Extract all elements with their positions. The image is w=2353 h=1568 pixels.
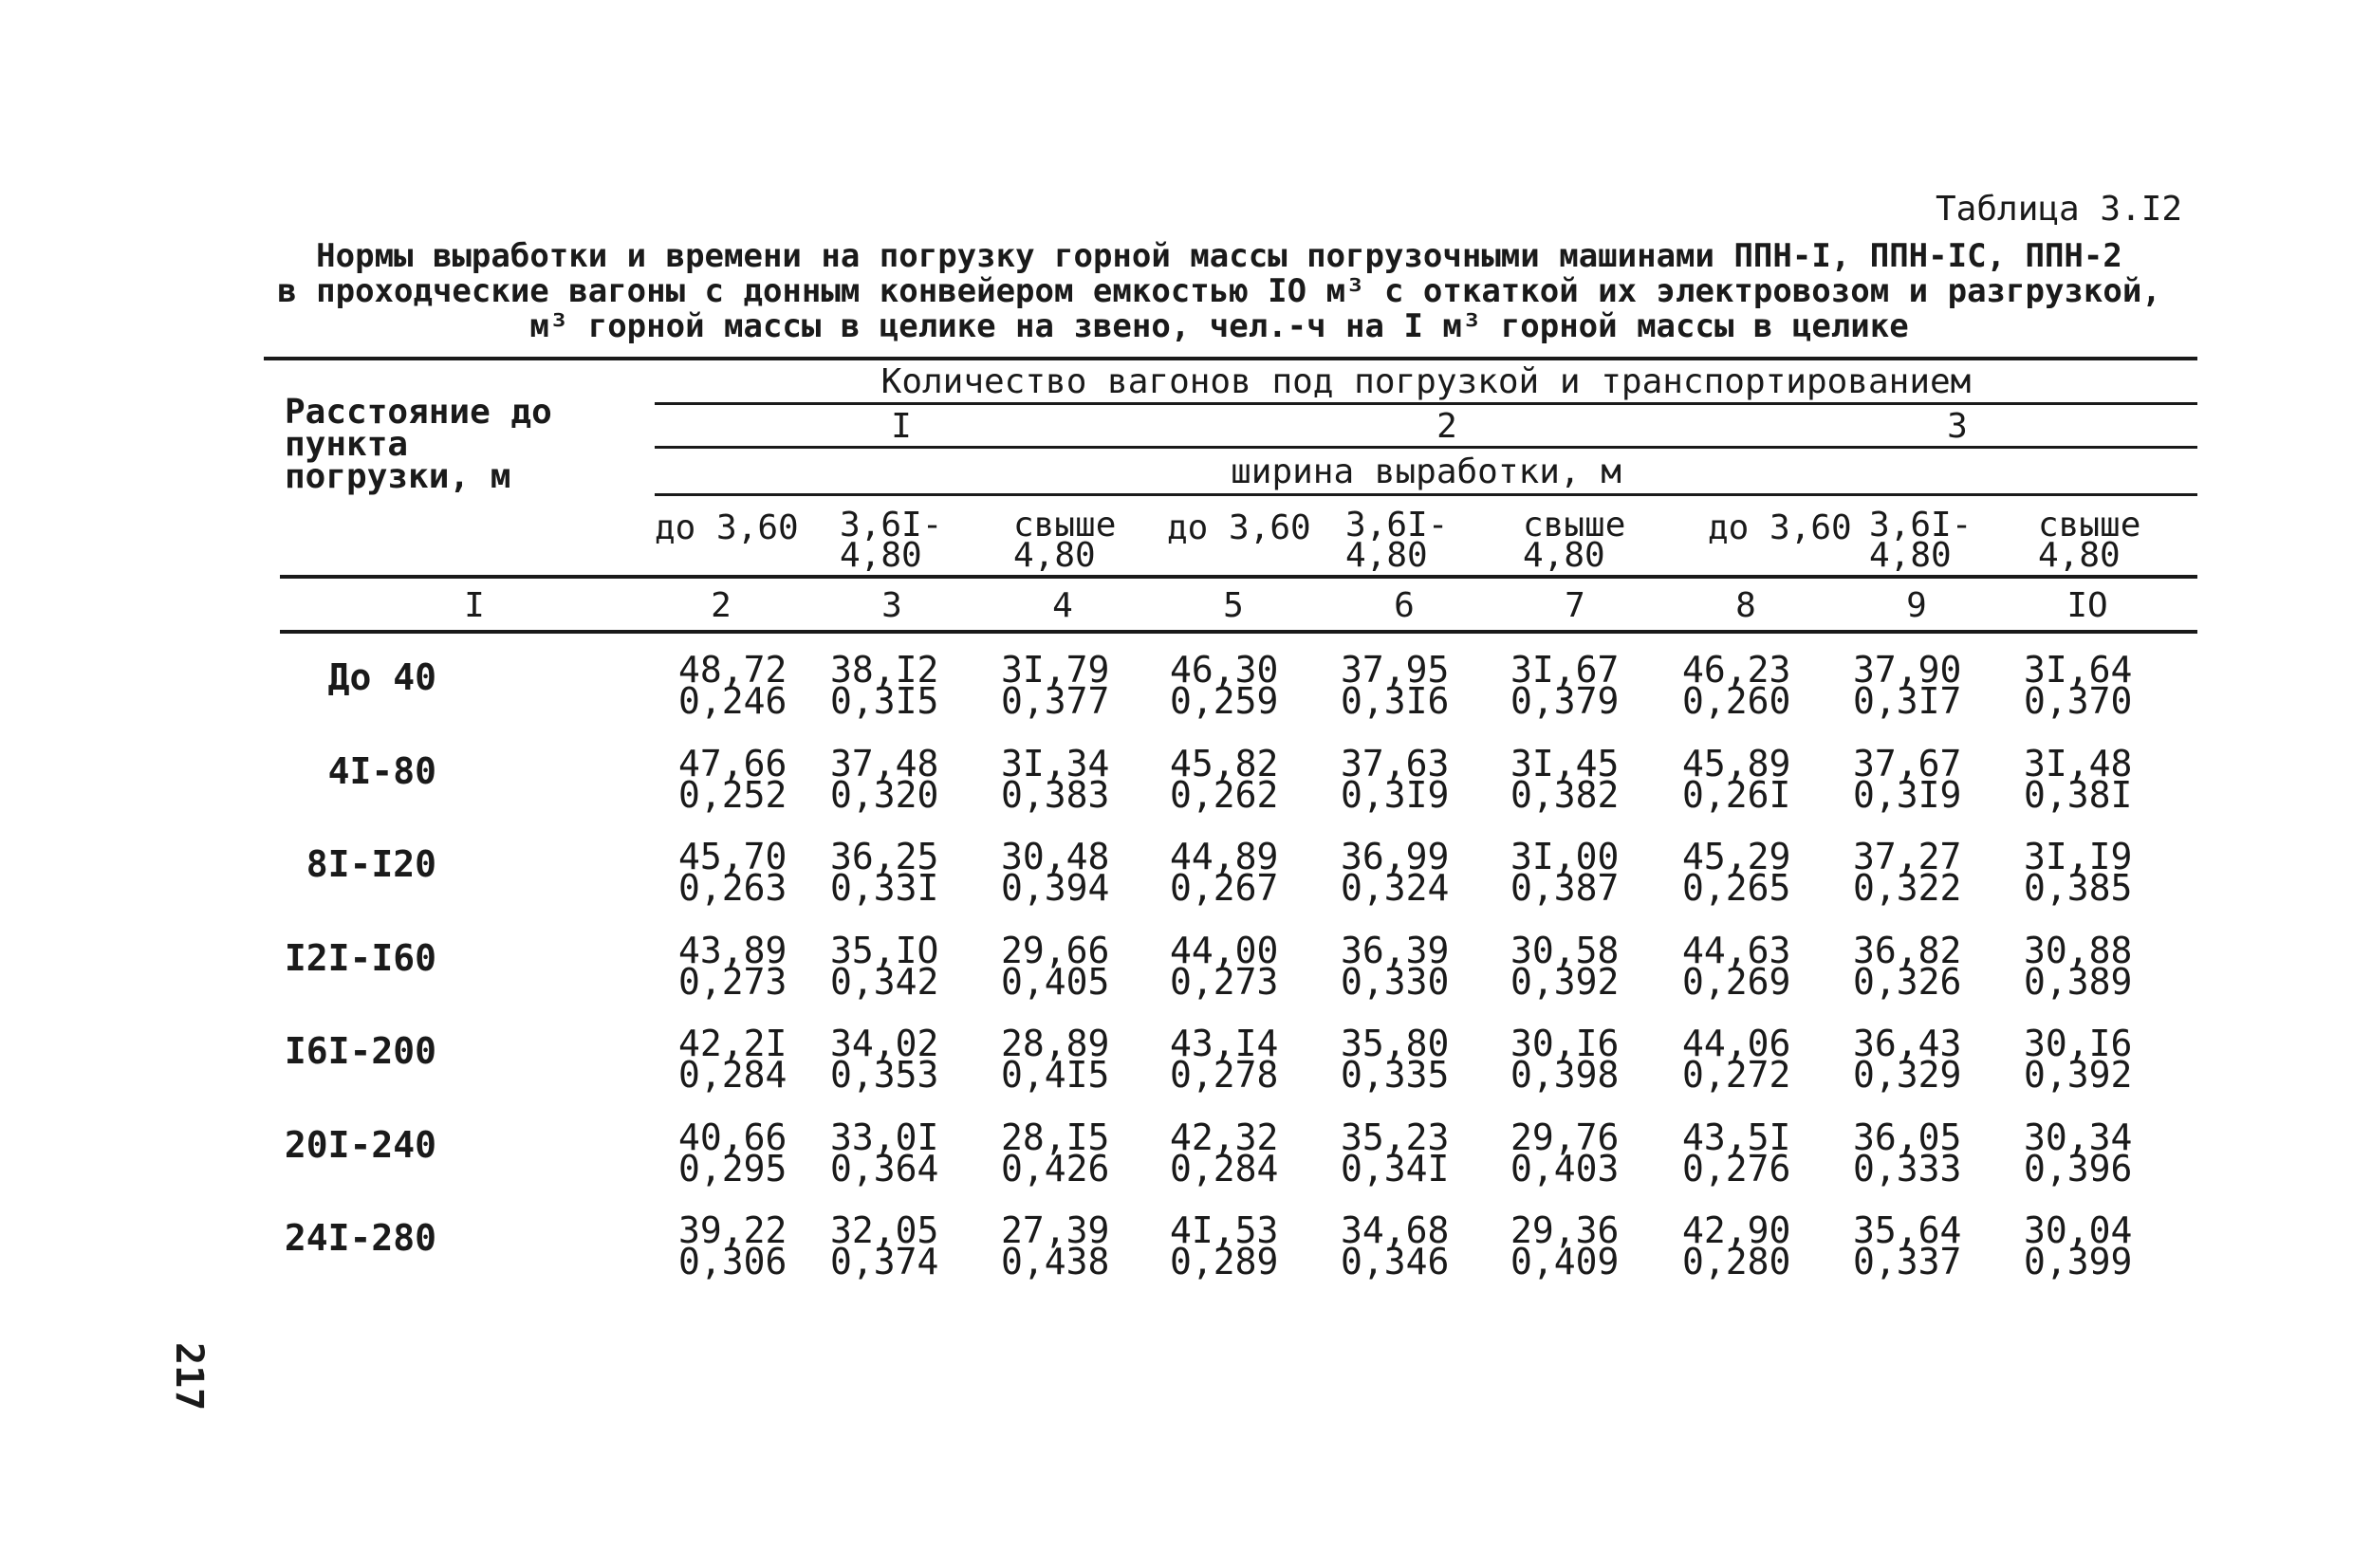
time-rate: 0,392 xyxy=(1510,960,1620,1003)
output-rate: 3I,79 xyxy=(1001,649,1110,691)
wagon-3: 3 xyxy=(1947,407,1968,446)
width-w1-b: 3,6I-4,80 xyxy=(840,506,943,575)
row-label: До 40 xyxy=(327,656,436,698)
table-cell xyxy=(1170,929,1279,1003)
table-cell xyxy=(678,836,787,909)
table-cell xyxy=(1170,1209,1279,1282)
table-cell xyxy=(1682,836,1791,909)
column-number-4: 4 xyxy=(1052,586,1073,625)
table-cell xyxy=(2024,649,2133,722)
time-rate: 0,394 xyxy=(1001,867,1110,909)
output-rate: 37,95 xyxy=(1341,649,1450,691)
header-bottom-rule xyxy=(280,575,2197,579)
table-cell xyxy=(1001,929,1110,1003)
group-header: Количество вагонов под погрузкой и транспортированием xyxy=(880,362,1972,401)
row-label: 8I-I20 xyxy=(306,843,436,885)
time-rate: 0,284 xyxy=(1170,1147,1279,1190)
row-label: 24I-280 xyxy=(284,1217,436,1259)
table-cell xyxy=(1341,836,1450,909)
time-rate: 0,278 xyxy=(1170,1054,1279,1096)
output-rate: 36,43 xyxy=(1853,1023,1962,1064)
output-rate: 29,66 xyxy=(1001,929,1110,971)
table-cell xyxy=(1510,649,1620,722)
table-cell xyxy=(1001,1116,1110,1190)
table-cell xyxy=(1510,929,1620,1003)
output-rate: 27,39 xyxy=(1001,1209,1110,1251)
table-cell xyxy=(1853,836,1962,909)
output-rate: 30,04 xyxy=(2024,1209,2133,1251)
time-rate: 0,387 xyxy=(1510,867,1620,909)
column-number-1: I xyxy=(464,586,485,625)
output-rate: 39,22 xyxy=(678,1209,787,1251)
group-rule xyxy=(655,402,2197,405)
table-cell xyxy=(1341,649,1450,722)
output-rate: 3I,I9 xyxy=(2024,836,2133,877)
table-cell xyxy=(1853,1116,1962,1190)
output-rate: 37,67 xyxy=(1853,742,1962,784)
row-label: 4I-80 xyxy=(327,749,436,792)
table-cell xyxy=(1341,1209,1450,1282)
column-number-6: 6 xyxy=(1394,586,1415,625)
output-rate: 42,2I xyxy=(678,1023,787,1064)
output-rate: 28,89 xyxy=(1001,1023,1110,1064)
time-rate: 0,398 xyxy=(1510,1054,1620,1096)
time-rate: 0,272 xyxy=(1682,1054,1791,1096)
width-w3-c: свыше 4,80 xyxy=(2038,506,2141,575)
table-cell xyxy=(1682,1116,1791,1190)
table-cell xyxy=(678,742,787,816)
output-rate: 36,25 xyxy=(830,836,939,877)
output-rate: 43,89 xyxy=(678,929,787,971)
width-w2-b: 3,6I-4,80 xyxy=(1345,506,1449,575)
time-rate: 0,273 xyxy=(1170,960,1279,1003)
time-rate: 0,392 xyxy=(2024,1054,2133,1096)
table-cell xyxy=(1510,1116,1620,1190)
output-rate: 40,66 xyxy=(678,1116,787,1158)
time-rate: 0,426 xyxy=(1001,1147,1110,1190)
time-rate: 0,330 xyxy=(1341,960,1450,1003)
time-rate: 0,267 xyxy=(1170,867,1279,909)
table-cell xyxy=(1001,649,1110,722)
time-rate: 0,370 xyxy=(2024,680,2133,722)
row-label: I2I-I60 xyxy=(284,936,436,979)
table-cell xyxy=(1853,742,1962,816)
table-cell xyxy=(830,1116,939,1190)
wagons-rule xyxy=(655,446,2197,449)
table-cell xyxy=(1170,649,1279,722)
output-rate: 44,00 xyxy=(1170,929,1279,971)
output-rate: 36,99 xyxy=(1341,836,1450,877)
table-cell xyxy=(2024,1116,2133,1190)
time-rate: 0,3I6 xyxy=(1341,680,1450,722)
output-rate: 3I,34 xyxy=(1001,742,1110,784)
table-cell xyxy=(1510,1209,1620,1282)
output-rate: 45,29 xyxy=(1682,836,1791,877)
width-w2-a: до 3,60 xyxy=(1167,508,1311,547)
table-cell xyxy=(830,1023,939,1096)
caption-line-2: в проходческие вагоны с донным конвейером емкостью IO м³ с откаткой их электровозом и разгрузкой, xyxy=(277,272,2161,310)
time-rate: 0,265 xyxy=(1682,867,1791,909)
time-rate: 0,326 xyxy=(1853,960,1962,1003)
table-cell xyxy=(2024,929,2133,1003)
time-rate: 0,409 xyxy=(1510,1241,1620,1282)
table-cell xyxy=(830,742,939,816)
time-rate: 0,346 xyxy=(1341,1241,1450,1282)
output-rate: 46,30 xyxy=(1170,649,1279,691)
table-cell xyxy=(1510,742,1620,816)
output-rate: 32,05 xyxy=(830,1209,939,1251)
column-number-8: 8 xyxy=(1735,586,1756,625)
table-cell xyxy=(678,649,787,722)
output-rate: 36,39 xyxy=(1341,929,1450,971)
table-cell xyxy=(2024,836,2133,909)
output-rate: 37,27 xyxy=(1853,836,1962,877)
time-rate: 0,3I9 xyxy=(1341,773,1450,816)
output-rate: 47,66 xyxy=(678,742,787,784)
table-cell xyxy=(2024,742,2133,816)
time-rate: 0,269 xyxy=(1682,960,1791,1003)
caption-line-1: Нормы выработки и времени на погрузку горной массы погрузочными машинами ППН-I, ППН-IС, ППН-2 xyxy=(316,237,2122,275)
width-rule xyxy=(655,493,2197,496)
output-rate: 30,I6 xyxy=(1510,1023,1620,1064)
column-number-5: 5 xyxy=(1223,586,1244,625)
time-rate: 0,385 xyxy=(2024,867,2133,909)
time-rate: 0,396 xyxy=(2024,1147,2133,1190)
table-cell xyxy=(830,929,939,1003)
time-rate: 0,329 xyxy=(1853,1054,1962,1096)
top-rule xyxy=(264,357,2197,360)
output-rate: 30,I6 xyxy=(2024,1023,2133,1064)
output-rate: 34,68 xyxy=(1341,1209,1450,1251)
width-w3-a: до 3,60 xyxy=(1708,508,1852,547)
table-cell xyxy=(2024,1209,2133,1282)
page-number: 217 xyxy=(167,1342,211,1411)
table-cell xyxy=(1170,1023,1279,1096)
width-w2-c: свыше 4,80 xyxy=(1523,506,1626,575)
time-rate: 0,33I xyxy=(830,867,939,909)
output-rate: 4I,53 xyxy=(1170,1209,1279,1251)
time-rate: 0,324 xyxy=(1341,867,1450,909)
time-rate: 0,252 xyxy=(678,773,787,816)
output-rate: 45,82 xyxy=(1170,742,1279,784)
table-cell xyxy=(1510,836,1620,909)
output-rate: 36,05 xyxy=(1853,1116,1962,1158)
time-rate: 0,405 xyxy=(1001,960,1110,1003)
output-rate: 42,32 xyxy=(1170,1116,1279,1158)
output-rate: 3I,45 xyxy=(1510,742,1620,784)
column-number-7: 7 xyxy=(1565,586,1585,625)
output-rate: 29,76 xyxy=(1510,1116,1620,1158)
output-rate: 30,34 xyxy=(2024,1116,2133,1158)
time-rate: 0,295 xyxy=(678,1147,787,1190)
table-cell xyxy=(830,649,939,722)
output-rate: 30,48 xyxy=(1001,836,1110,877)
time-rate: 0,4I5 xyxy=(1001,1054,1110,1096)
output-rate: 37,63 xyxy=(1341,742,1450,784)
time-rate: 0,289 xyxy=(1170,1241,1279,1282)
table-cell xyxy=(1001,1209,1110,1282)
time-rate: 0,262 xyxy=(1170,773,1279,816)
output-rate: 35,80 xyxy=(1341,1023,1450,1064)
output-rate: 43,5I xyxy=(1682,1116,1791,1158)
time-rate: 0,26I xyxy=(1682,773,1791,816)
wagon-2: 2 xyxy=(1436,407,1457,446)
time-rate: 0,3I5 xyxy=(830,680,939,722)
output-rate: 30,88 xyxy=(2024,929,2133,971)
output-rate: 28,I5 xyxy=(1001,1116,1110,1158)
time-rate: 0,260 xyxy=(1682,680,1791,722)
time-rate: 0,263 xyxy=(678,867,787,909)
width-label: ширина выработки, м xyxy=(1231,452,1621,491)
output-rate: 36,82 xyxy=(1853,929,1962,971)
table-cell xyxy=(1341,1023,1450,1096)
table-cell xyxy=(1001,1023,1110,1096)
output-rate: 30,58 xyxy=(1510,929,1620,971)
time-rate: 0,34I xyxy=(1341,1147,1450,1190)
table-cell xyxy=(678,929,787,1003)
output-rate: 35,23 xyxy=(1341,1116,1450,1158)
output-rate: 45,70 xyxy=(678,836,787,877)
output-rate: 37,90 xyxy=(1853,649,1962,691)
colnum-rule xyxy=(280,630,2197,634)
output-rate: 37,48 xyxy=(830,742,939,784)
table-cell xyxy=(1001,742,1110,816)
table-cell xyxy=(1341,742,1450,816)
time-rate: 0,377 xyxy=(1001,680,1110,722)
wagon-1: I xyxy=(891,407,912,446)
table-caption xyxy=(275,239,2163,344)
time-rate: 0,438 xyxy=(1001,1241,1110,1282)
stub-header xyxy=(285,393,598,496)
output-rate: 42,90 xyxy=(1682,1209,1791,1251)
output-rate: 46,23 xyxy=(1682,649,1791,691)
table-cell xyxy=(1682,649,1791,722)
output-rate: 3I,48 xyxy=(2024,742,2133,784)
time-rate: 0,353 xyxy=(830,1054,939,1096)
column-number-2: 2 xyxy=(711,586,732,625)
table-cell xyxy=(1170,1116,1279,1190)
column-number-10: IO xyxy=(2066,586,2108,625)
time-rate: 0,246 xyxy=(678,680,787,722)
table-cell xyxy=(1682,1023,1791,1096)
output-rate: 48,72 xyxy=(678,649,787,691)
output-rate: 44,63 xyxy=(1682,929,1791,971)
time-rate: 0,364 xyxy=(830,1147,939,1190)
width-w1-a: до 3,60 xyxy=(655,508,799,547)
time-rate: 0,335 xyxy=(1341,1054,1450,1096)
time-rate: 0,3I9 xyxy=(1853,773,1962,816)
time-rate: 0,403 xyxy=(1510,1147,1620,1190)
row-label: 20I-240 xyxy=(284,1123,436,1166)
time-rate: 0,273 xyxy=(678,960,787,1003)
output-rate: 3I,67 xyxy=(1510,649,1620,691)
output-rate: 34,02 xyxy=(830,1023,939,1064)
width-w3-b: 3,6I-4,80 xyxy=(1869,506,1973,575)
column-number-3: 3 xyxy=(881,586,902,625)
time-rate: 0,382 xyxy=(1510,773,1620,816)
output-rate: 35,64 xyxy=(1853,1209,1962,1251)
stub-header-text: Расстояние до пункта погрузки, м xyxy=(285,393,552,496)
time-rate: 0,374 xyxy=(830,1241,939,1282)
time-rate: 0,306 xyxy=(678,1241,787,1282)
time-rate: 0,276 xyxy=(1682,1147,1791,1190)
table-cell xyxy=(2024,1023,2133,1096)
output-rate: 3I,00 xyxy=(1510,836,1620,877)
table-cell xyxy=(678,1023,787,1096)
table-cell xyxy=(1853,1209,1962,1282)
time-rate: 0,38I xyxy=(2024,773,2133,816)
time-rate: 0,342 xyxy=(830,960,939,1003)
row-label: I6I-200 xyxy=(284,1030,436,1072)
time-rate: 0,383 xyxy=(1001,773,1110,816)
time-rate: 0,389 xyxy=(2024,960,2133,1003)
table-cell xyxy=(678,1116,787,1190)
table-cell xyxy=(1001,836,1110,909)
table-cell xyxy=(830,836,939,909)
table-cell xyxy=(1853,1023,1962,1096)
time-rate: 0,320 xyxy=(830,773,939,816)
table-cell xyxy=(1682,1209,1791,1282)
output-rate: 3I,64 xyxy=(2024,649,2133,691)
table-cell xyxy=(1341,929,1450,1003)
output-rate: 35,IO xyxy=(830,929,939,971)
output-rate: 33,0I xyxy=(830,1116,939,1158)
time-rate: 0,337 xyxy=(1853,1241,1962,1282)
time-rate: 0,3I7 xyxy=(1853,680,1962,722)
output-rate: 43,I4 xyxy=(1170,1023,1279,1064)
output-rate: 45,89 xyxy=(1682,742,1791,784)
table-cell xyxy=(678,1209,787,1282)
table-cell xyxy=(1170,836,1279,909)
table-cell xyxy=(1853,649,1962,722)
time-rate: 0,399 xyxy=(2024,1241,2133,1282)
time-rate: 0,259 xyxy=(1170,680,1279,722)
table-number: Таблица 3.I2 xyxy=(1936,190,2183,229)
time-rate: 0,333 xyxy=(1853,1147,1962,1190)
table-cell xyxy=(1170,742,1279,816)
caption-line-3: м³ горной массы в целике на звено, чел.-ч на I м³ горной массы в целике xyxy=(529,307,1909,345)
output-rate: 29,36 xyxy=(1510,1209,1620,1251)
time-rate: 0,284 xyxy=(678,1054,787,1096)
table-cell xyxy=(1682,929,1791,1003)
output-rate: 44,89 xyxy=(1170,836,1279,877)
table-cell xyxy=(1682,742,1791,816)
time-rate: 0,379 xyxy=(1510,680,1620,722)
output-rate: 38,I2 xyxy=(830,649,939,691)
time-rate: 0,322 xyxy=(1853,867,1962,909)
column-number-9: 9 xyxy=(1906,586,1927,625)
width-w1-c: свыше 4,80 xyxy=(1013,506,1117,575)
table-cell xyxy=(1341,1116,1450,1190)
table-cell xyxy=(1510,1023,1620,1096)
time-rate: 0,280 xyxy=(1682,1241,1791,1282)
table-cell xyxy=(830,1209,939,1282)
output-rate: 44,06 xyxy=(1682,1023,1791,1064)
table-cell xyxy=(1853,929,1962,1003)
